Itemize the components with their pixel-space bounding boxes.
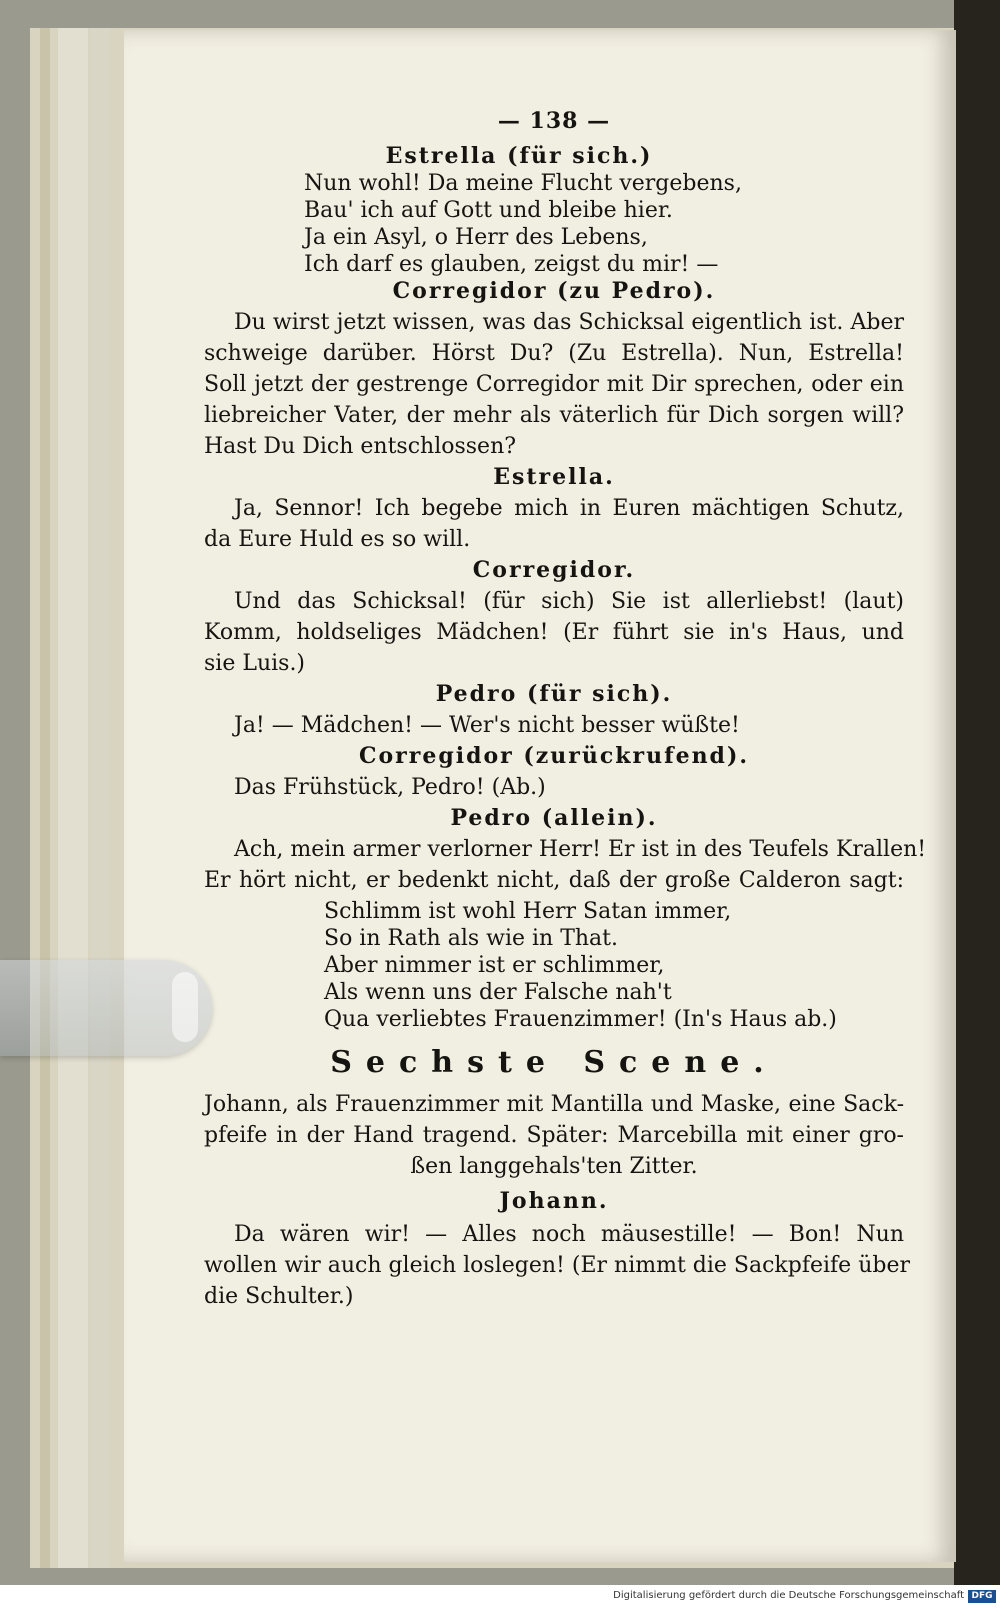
prose-line: Ja, Sennor! Ich begebe mich in Euren mächtigen Schutz, [234, 496, 904, 521]
speaker-name: Pedro (für sich). [435, 681, 673, 707]
prose-line: Ja! — Mädchen! — Wer's nicht besser wüßte! [234, 713, 740, 738]
stage-direction: ßen langgehals'ten Zitter. [410, 1154, 698, 1179]
speaker-name: Corregidor (zurückrufend). [358, 743, 750, 769]
book-page [124, 30, 956, 1562]
verse-line: Schlimm ist wohl Herr Satan immer, [324, 899, 732, 924]
prose-line: Komm, holdseliges Mädchen! (Er führt sie in's Haus, und [204, 620, 904, 645]
funding-credit: Digitalisierung gefördert durch die Deutsche Forschungsgemeinschaft [613, 1590, 964, 1601]
speaker-name: Johann. [499, 1188, 609, 1214]
footer-bar [0, 1585, 1000, 1610]
prose-line: Ach, mein armer verlorner Herr! Er ist in des Teufels Krallen! [234, 837, 927, 862]
prose-line: Da wären wir! — Alles noch mäusestille! — Bon! Nun [234, 1222, 904, 1247]
speaker-name: Pedro (allein). [450, 805, 658, 831]
prose-line: Du wirst jetzt wissen, was das Schicksal eigentlich ist. Aber [234, 310, 904, 335]
speaker-name: Estrella (für sich.) [385, 143, 653, 169]
speaker-name: Corregidor (zu Pedro). [392, 278, 716, 304]
dfg-logo: DFG [968, 1590, 996, 1603]
prose-line: sie Luis.) [204, 651, 306, 676]
prose-line: Hast Du Dich entschlossen? [204, 434, 517, 459]
prose-line: schweige darüber. Hörst Du? (Zu Estrella). Nun, Estrella! [204, 341, 904, 366]
prose-line: Und das Schicksal! (für sich) Sie ist allerliebst! (laut) [234, 589, 904, 614]
verse-line: Nun wohl! Da meine Flucht vergebens, [304, 171, 742, 196]
page-text [204, 108, 927, 1332]
prose-line: Soll jetzt der gestrenge Corregidor mit Dir sprechen, oder ein [204, 372, 904, 397]
prose-line: da Eure Huld es so will. [204, 527, 471, 552]
verse-line: Ich darf es glauben, zeigst du mir! — [304, 252, 719, 277]
verse-line: Qua verliebtes Frauenzimmer! (In's Haus ab.) [324, 1007, 837, 1032]
verse-line: Ja ein Asyl, o Herr des Lebens, [304, 225, 648, 250]
prose-line: Er hört nicht, er bedenkt nicht, daß der große Calderon sagt: [204, 868, 904, 893]
prose-line: wollen wir auch gleich loslegen! (Er nimmt die Sackpfeife über [204, 1253, 910, 1278]
stage-direction: pfeife in der Hand tragend. Später: Marcebilla mit einer gro- [204, 1123, 904, 1148]
stage-direction: Johann, als Frauenzimmer mit Mantilla und Maske, eine Sack- [204, 1092, 904, 1117]
verse-line: Als wenn uns der Falsche nah't [324, 980, 672, 1005]
speaker-name: Corregidor. [472, 557, 636, 583]
speaker-name: Estrella. [493, 464, 615, 490]
verse-line: Aber nimmer ist er schlimmer, [324, 953, 665, 978]
prose-line: liebreicher Vater, der mehr als väterlich für Dich sorgen will? [204, 403, 904, 428]
verse-line: So in Rath als wie in That. [324, 926, 619, 951]
page-number: — 138 — [497, 108, 611, 134]
prose-line: Das Frühstück, Pedro! (Ab.) [234, 775, 546, 800]
prose-line: die Schulter.) [204, 1284, 354, 1309]
scene-heading: Sechste Scene. [330, 1045, 778, 1080]
page-clip-tab [0, 960, 212, 1056]
verse-line: Bau' ich auf Gott und bleibe hier. [304, 198, 673, 223]
